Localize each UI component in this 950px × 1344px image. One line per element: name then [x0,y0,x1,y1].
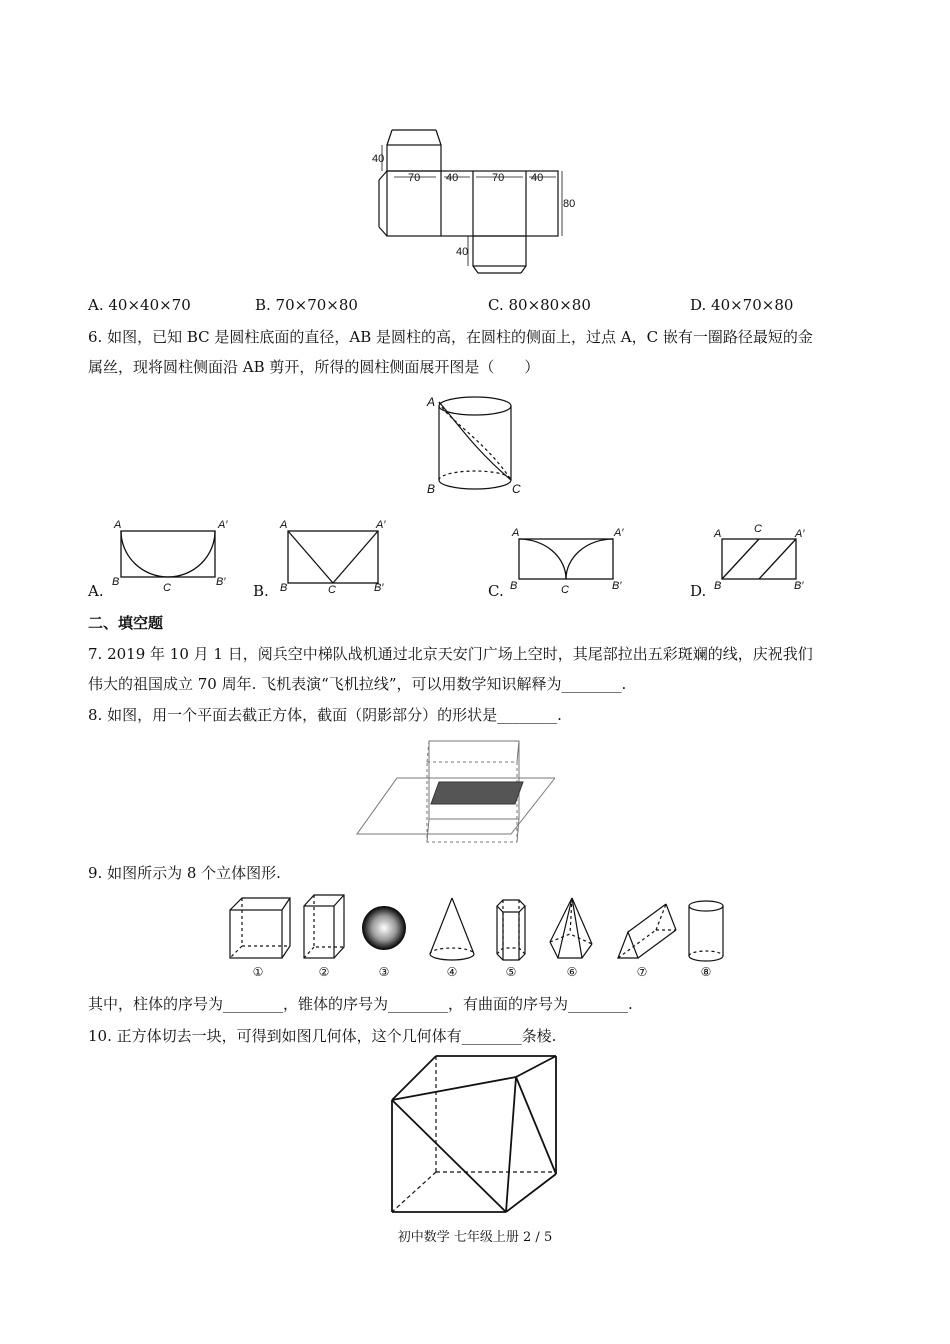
solid-label-1: ① [252,965,264,979]
opt-d-label-b: B [714,580,722,592]
q6-text-line1: 6. 如图，已知 BC 是圆柱底面的直径，AB 是圆柱的高，在圆柱的侧面上，过点 A，C 嵌有一圈路径最短的金 [88,328,813,346]
opt-b-label-b-prime: B′ [374,582,384,594]
cyl-label-c: C [512,482,521,496]
opt-a-label-b: B [112,576,120,588]
solid-label-8: ⑧ [700,965,712,979]
q5-option-c: C. 80×80×80 [488,296,591,314]
cylinder-figure [425,390,525,502]
net-dim-5: 40 [531,172,544,184]
q6-option-b-figure [276,517,396,595]
cyl-label-a: A [427,395,436,409]
q9-text-line2: 其中，柱体的序号为________，锥体的序号为________，有曲面的序号为________. [88,995,633,1013]
solid-label-7: ⑦ [636,965,648,979]
solid-label-4: ④ [446,965,458,979]
cube-section-figure [355,738,555,850]
q5-option-b: B. 70×70×80 [255,296,358,314]
opt-a-label-a-prime: A′ [218,519,228,531]
net-dim-1: 40 [372,153,385,165]
cuboid-net-figure [370,125,585,280]
net-dim-2: 70 [408,172,421,184]
net-dim-4: 70 [492,172,505,184]
q6-option-d-figure [712,517,807,595]
q10-text: 10. 正方体切去一块，可得到如图几何体，这个几何体有________条棱. [88,1027,557,1045]
opt-d-label-c: C [754,523,762,535]
solid-label-3: ③ [378,965,390,979]
opt-c-label-a-prime: A′ [614,527,624,539]
q8-text: 8. 如图，用一个平面去截正方体，截面（阴影部分）的形状是________. [88,706,562,724]
q6-option-c: C. [488,582,504,600]
solid-label-2: ② [318,965,330,979]
q6-option-c-figure [506,517,631,595]
q5-option-d: D. 40×70×80 [690,296,794,314]
opt-d-label-a-prime: A′ [795,528,805,540]
opt-a-label-a: A [114,519,122,531]
opt-b-label-c: C [328,584,336,595]
opt-c-label-b: B [510,580,518,592]
opt-c-label-c: C [561,584,569,595]
q6-text-line2: 属丝，现将圆柱侧面沿 AB 剪开，所得的圆柱侧面展开图是（ ） [88,358,540,376]
opt-a-label-b-prime: B′ [216,576,226,588]
net-dim-7: 40 [456,246,469,258]
q6-option-b: B. [253,582,269,600]
q6-option-d: D. [690,582,707,600]
solid-label-6: ⑥ [566,965,578,979]
solid-label-5: ⑤ [505,965,517,979]
net-dim-3: 40 [446,172,459,184]
q7-text-line1: 7. 2019 年 10 月 1 日，阅兵空中梯队战机通过北京天安门广场上空时，其尾部拉出五彩斑斓的线，庆祝我们 [88,645,813,663]
opt-d-label-a: A [714,528,722,540]
opt-c-label-a: A [512,527,520,539]
page-footer: 初中数学 七年级上册 2 / 5 [397,1230,553,1245]
opt-d-label-b-prime: B′ [794,580,804,592]
q6-option-a: A. [88,582,104,600]
opt-c-label-b-prime: B′ [612,580,622,592]
truncated-cube-figure [380,1052,565,1217]
q9-text-line1: 9. 如图所示为 8 个立体图形. [88,864,281,882]
opt-a-label-c: C [163,582,171,594]
q5-option-a: A. 40×40×70 [88,296,191,314]
section-title-fill-in: 二、填空题 [88,614,164,632]
solids-figure [218,892,728,982]
cyl-label-b: B [427,482,436,496]
opt-b-label-a: A [280,519,288,531]
net-dim-6: 80 [563,198,576,210]
q7-text-line2: 伟大的祖国成立 70 周年. 飞机表演“飞机拉线”，可以用数学知识解释为________. [88,675,627,693]
opt-b-label-b: B [280,582,288,594]
opt-b-label-a-prime: A′ [376,519,386,531]
q6-option-a-figure [108,517,233,595]
